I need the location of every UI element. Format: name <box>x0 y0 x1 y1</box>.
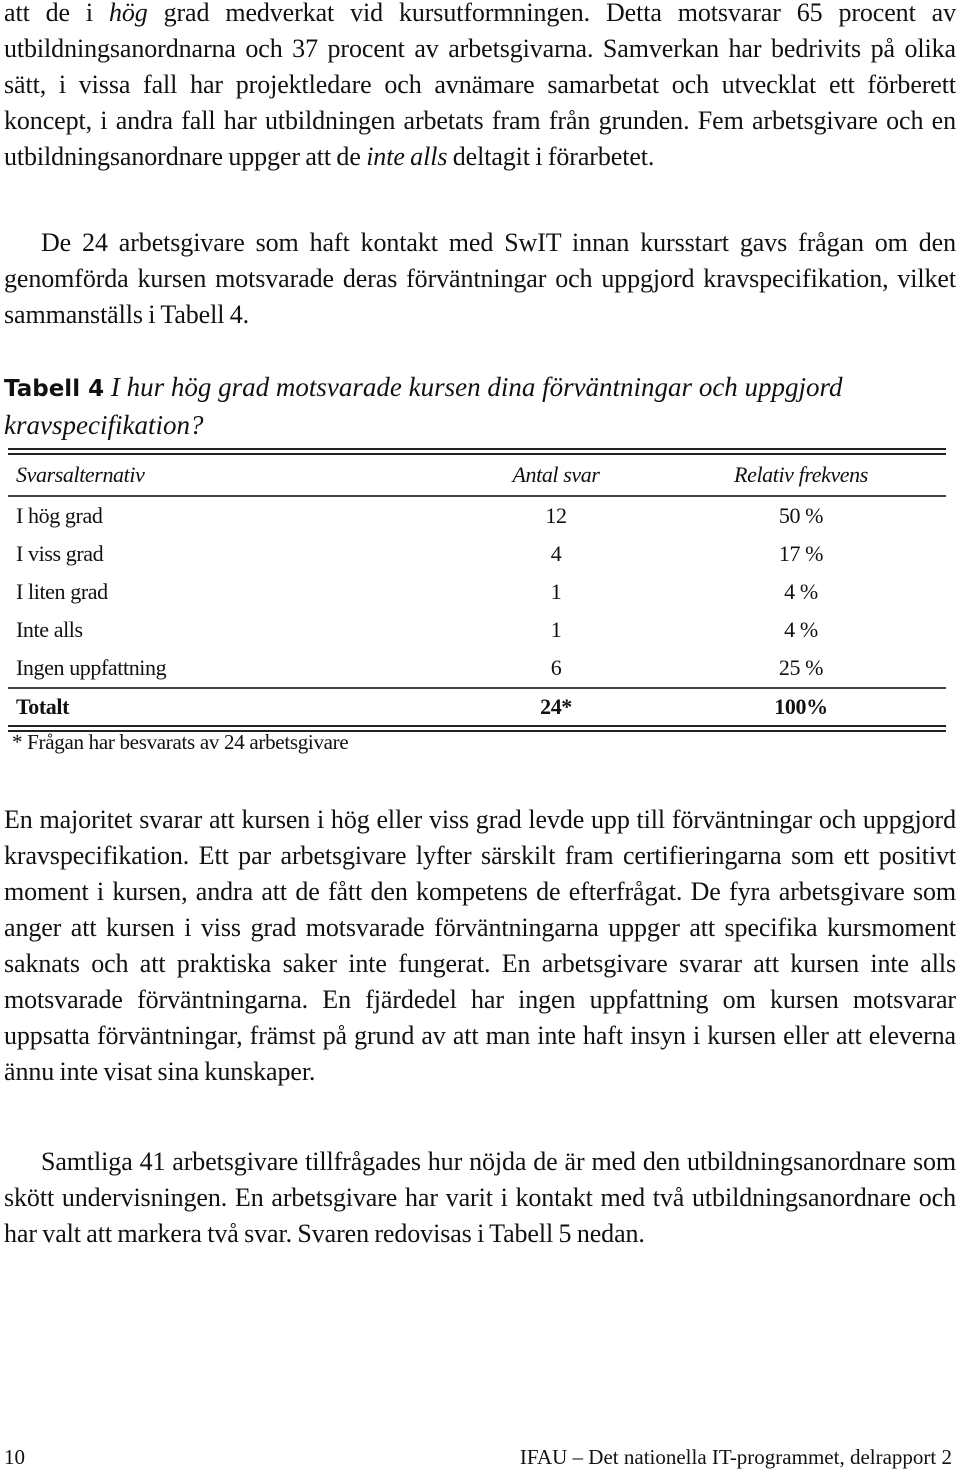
text-run: att de i <box>4 0 109 27</box>
table-row <box>8 497 946 535</box>
table-cell: I liten grad <box>16 579 108 604</box>
page-number: 10 <box>4 1445 25 1469</box>
table-top-rule <box>8 448 946 455</box>
header-cell: Svarsalternativ <box>16 462 145 487</box>
total-cell: 100% <box>774 694 828 719</box>
table-cell: 17 % <box>778 541 824 566</box>
table-cell: 12 <box>545 503 567 528</box>
table-cell: 6 <box>550 655 562 680</box>
running-title: IFAU – Det nationella IT-programmet, delrapport 2 <box>519 1445 952 1469</box>
table-caption-text: I hur hög grad motsvarade kursen dina förväntningar och uppgjord kravspecifikation? <box>4 372 843 440</box>
body-paragraph-1 <box>4 0 956 175</box>
emphasis-text: hög <box>108 0 148 27</box>
table-caption <box>4 369 956 443</box>
header-cell: Relativ frekvens <box>734 462 868 487</box>
table-cell: 1 <box>550 579 562 604</box>
text-run: deltagit i förarbetet. <box>447 142 655 171</box>
table-cell: Inte alls <box>16 617 83 642</box>
table-header-row <box>8 455 946 495</box>
table-total-row <box>8 689 946 725</box>
table-row <box>8 649 946 687</box>
body-paragraph-4: Samtliga 41 arbetsgivare tillfrågades hur nöjda de är med den utbildningsanordnare som skött undervisningen. En arbetsgivare har varit i kontakt med två utbildningsanordnare och har valt att markera två svar. Svaren redovisas i Tabell 5 nedan. <box>4 1147 956 1248</box>
table-row <box>8 535 946 573</box>
table-cell: 25 % <box>778 655 824 680</box>
table-cell: 4 % <box>784 617 818 642</box>
body-paragraph-3: En majoritet svarar att kursen i hög eller viss grad levde upp till förväntningar och uppgjord kravspecifikation. Ett par arbetsgivare lyfter särskilt fram certifieringarna som ett positivt moment i kursen, andra att de fått den kompetens de efterfrågat. De fyra arbetsgivare som anger att kursen i viss grad motsvarade förväntningarna uppger att specifika kursmoment saknats och att praktiska saker inte fungerat. En arbetsgivare svarar att kursen inte alls motsvarade förväntningarna. En fjärdedel har ingen uppfattning om kursen motsvarar uppsatta förväntningar, främst på grund av att man inte haft insyn i kursen eller att eleverna ännu inte visat sina kunskaper. <box>4 805 956 1086</box>
table-row <box>8 573 946 611</box>
table-row <box>8 611 946 649</box>
table-cell: 1 <box>550 617 562 642</box>
table-cell: Ingen uppfattning <box>16 655 167 680</box>
total-cell: 24* <box>540 694 572 719</box>
text-run: grad medverkat vid kursutformningen. Detta motsvarar 65 procent av utbildningsanordnarna och 37 procent av arbetsgivarna. Samverkan har bedrivits på olika sätt, i vissa fall har projektledare och avnämare samarbetat och utvecklat ett förberett koncept, i andra fall har utbildningen arbetats fram från grunden. Fem arbetsgivare och en utbildningsanordnare uppger att de <box>4 0 956 171</box>
table-cell: 4 <box>550 541 562 566</box>
header-cell: Antal svar <box>512 462 600 487</box>
emphasis-text: inte alls <box>366 142 448 171</box>
results-table <box>8 448 946 732</box>
table-cell: 4 % <box>784 579 818 604</box>
table-caption-label: Tabell 4 <box>4 376 105 402</box>
table-cell: 50 % <box>778 503 824 528</box>
total-cell: Totalt <box>16 694 70 719</box>
table-footnote: * Frågan har besvarats av 24 arbetsgivare <box>12 730 349 754</box>
table-cell: I viss grad <box>16 541 104 566</box>
table-cell: I hög grad <box>16 503 103 528</box>
body-paragraph-2: De 24 arbetsgivare som haft kontakt med SwIT innan kursstart gavs frågan om den genomförda kursen motsvarade deras förväntningar och uppgjord kravspecifikation, vilket sammanställs i Tabell 4. <box>4 228 956 329</box>
page-footer <box>4 1445 952 1470</box>
